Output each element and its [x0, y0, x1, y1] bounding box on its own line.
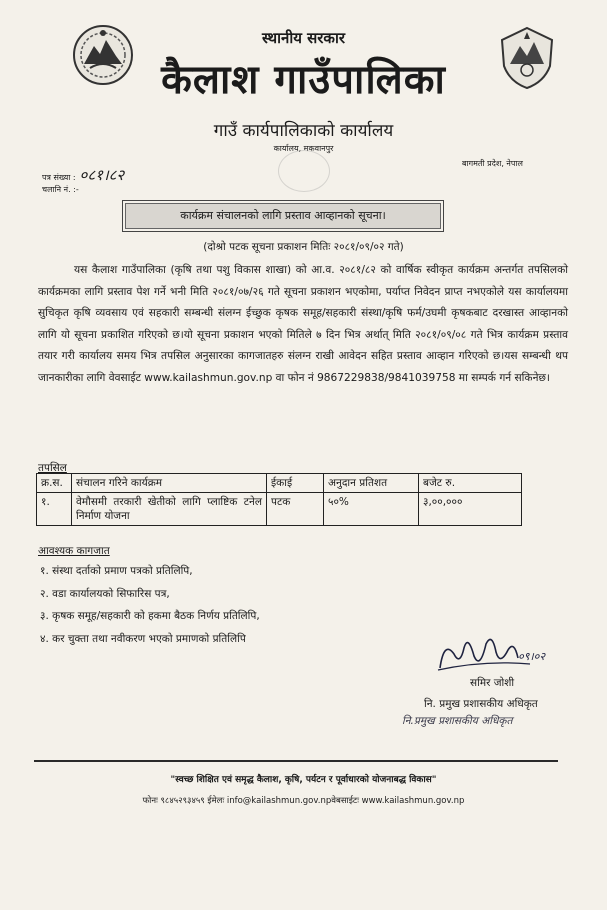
list-item: २. वडा कार्यालयको सिफारिस पत्र,: [40, 587, 170, 600]
publication-date: (दोश्रो पटक सूचना प्रकाशन मितिः २०८१/०९/०२ गते): [203, 241, 404, 253]
notice-title: कार्यक्रम संचालनको लागि प्रस्ताव आव्हानको सूचना।: [180, 209, 386, 222]
dispatch-number: चलानि नं. :-: [42, 185, 79, 194]
office-location: कार्यालय, मकवानपुर: [273, 144, 334, 153]
table-cell: ५०%: [324, 493, 419, 526]
list-item: १. संस्था दर्ताको प्रमाण पत्रको प्रतिलिपि,: [40, 565, 193, 577]
office-stamp: [278, 150, 330, 192]
schedule-heading: तपसिल: [38, 462, 67, 474]
footer-slogan: "स्वच्छ शिक्षित एवं समृद्ध कैलाश, कृषि, पर्यटन र पूर्वाधारको योजनाबद्ध विकास": [170, 775, 437, 785]
column-header: क्र.स.: [37, 474, 72, 493]
requirements-list: [40, 560, 260, 650]
list-item: ३. कृषक समूह/सहकारी को हकमा बैठक निर्णय प्रतिलिपि,: [40, 610, 260, 622]
municipality-name: कैलाश गाउँपालिका: [161, 57, 446, 103]
svg-text:०९।०२: ०९।०२: [518, 650, 546, 663]
schedule-table: [36, 473, 522, 526]
table-header-row: [37, 474, 522, 493]
signer-title: नि. प्रमुख प्रशासकीय अधिकृत: [424, 698, 538, 710]
reference-label: पत्र संख्या :: [42, 173, 76, 182]
notice-body: यस कैलाश गाउँपालिका (कृषि तथा पशु विकास शाखा) को आ.व. २०८१/८२ को वार्षिक स्वीकृत कार्यक्रम अन्तर्गत तपसिलको कार्यक्रमका लागि प्रस्ताव पेश गर्ने भनी मिति २०८१/०७/२६ गते सूचना प्रकाशन भएकोमा, पर्याप्त निवेदन प्राप्त नभएकोले यस कार्यालयमा सुचिकृत कृषि व्यवसाय एवं सहकारी सम्बन्धी संलग्न ईच्छुक कृषक समूह/सहकारी संस्था/कृषि फर्म/उघमी कृषकबाट दरखास्त आव्हानको लागि यो सूचना प्रकाशित गरिएको छ।यो सूचना प्रकाशन भएको मितिले ७ दिन भित्र अर्थात् मिति २०८१/०९/०८ गते भित्र कार्यक्रम प्रस्ताव तयार गरी कार्यालय समय भित्र तपसिल अनुसारका कागजातहरु संलग्न राखी आवेदन सहित प्रस्ताव आव्हान गरिएको छ।यस सम्बन्धी थप जानकारीका लागि वेवसाईट www.kailashmun.gov.np वा फोन नं 9867229838/9841039758 मा सम्पर्क गर्न सकिनेछ।: [38, 264, 568, 384]
reference-value: ०८१।८२: [79, 166, 125, 184]
notice-title-box: [122, 200, 444, 232]
table-cell: १.: [37, 493, 72, 526]
column-header: बजेट रु.: [419, 474, 522, 493]
table-row: [37, 493, 522, 526]
handwritten-signature: [434, 630, 550, 676]
reference-number: [42, 165, 124, 185]
office-name: गाउँ कार्यपालिकाको कार्यालय: [213, 121, 394, 141]
column-header: संचालन गरिने कार्यक्रम: [72, 474, 267, 493]
table-cell: पटक: [267, 493, 324, 526]
column-header: ईकाई: [267, 474, 324, 493]
table-cell: वेमौसमी तरकारी खेतीको लागि प्लाष्टिक टनेल निर्माण योजना: [72, 493, 267, 526]
government-label: स्थानीय सरकार: [262, 29, 345, 47]
table-cell: ३,००,०००: [419, 493, 522, 526]
signer-seal: नि.प्रमुख प्रशासकीय अधिकृत: [402, 715, 513, 727]
footer-contact: फोनः ९८४५२९३४५९ ईमेलः info@kailashmun.gov.npवेबसाईटः www.kailashmun.gov.np: [142, 796, 465, 806]
requirements-heading: आवश्यक कागजात: [38, 545, 110, 557]
list-item: ४. कर चुक्ता तथा नवीकरण भएको प्रमाणको प्रतिलिपि: [40, 632, 246, 645]
signer-name: समिर जोशी: [470, 677, 515, 689]
province-label: बागमती प्रदेश, नेपाल: [462, 159, 523, 168]
column-header: अनुदान प्रतिशत: [324, 474, 419, 493]
footer-divider: [34, 760, 558, 762]
